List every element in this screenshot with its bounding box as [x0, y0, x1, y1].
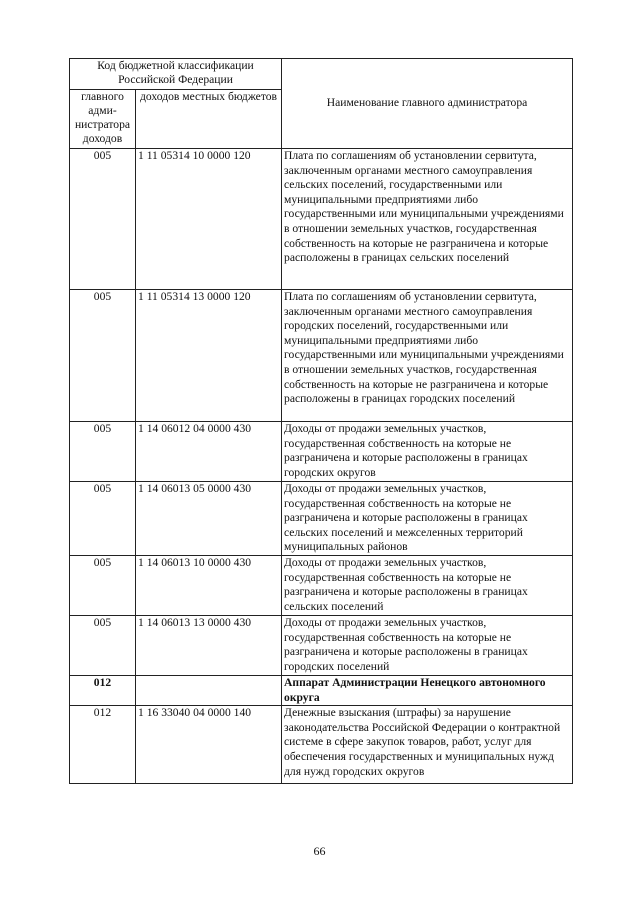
income-name-cell: Плата по соглашениям об установлении сервитута, заключенным органами местного самоуправления городских поселений, государственными или муниципальными предприятиями либо государственными или муниципальными учреждениями в отношении земельных участков, государственная собственность на которые не разграничена и которые расположены в границах городских поселений — [282, 290, 573, 422]
admin-code-cell: 005 — [70, 290, 136, 422]
kbk-code-cell — [136, 676, 282, 706]
budget-classification-table — [69, 58, 573, 784]
kbk-code-cell: 1 11 05314 10 0000 120 — [136, 149, 282, 290]
kbk-code-cell: 1 14 06012 04 0000 430 — [136, 422, 282, 482]
table-row — [70, 616, 573, 676]
admin-code-cell: 005 — [70, 556, 136, 616]
header-administrator-name: Наименование главного администратора — [282, 59, 573, 149]
admin-code-cell: 012 — [70, 706, 136, 784]
table-row — [70, 422, 573, 482]
admin-code-cell: 005 — [70, 482, 136, 556]
income-name-cell: Доходы от продажи земельных участков, государственная собственность на которые не разграничена и которые расположены в границах городских округов — [282, 422, 573, 482]
kbk-code-cell: 1 14 06013 05 0000 430 — [136, 482, 282, 556]
admin-code-cell: 005 — [70, 422, 136, 482]
table-row — [70, 706, 573, 784]
income-name-cell: Доходы от продажи земельных участков, государственная собственность на которые не разграничена и которые расположены в границах сельских поселений — [282, 556, 573, 616]
kbk-code-cell: 1 16 33040 04 0000 140 — [136, 706, 282, 784]
administrator-name-cell: Аппарат Администрации Ненецкого автономного округа — [282, 676, 573, 706]
header-main-administrator: главного адми-нистратора доходов — [70, 90, 136, 149]
admin-code-cell: 005 — [70, 616, 136, 676]
page-number: 66 — [313, 844, 326, 858]
admin-code-cell: 005 — [70, 149, 136, 290]
income-name-cell: Доходы от продажи земельных участков, государственная собственность на которые не разграничена и которые расположены в границах сельских поселений и межселенных территорий муниципальных районов — [282, 482, 573, 556]
kbk-code-cell: 1 14 06013 13 0000 430 — [136, 616, 282, 676]
table-row-section-header — [70, 676, 573, 706]
kbk-code-cell: 1 11 05314 13 0000 120 — [136, 290, 282, 422]
header-budget-classification-code: Код бюджетной классификации Российской Федерации — [70, 59, 282, 90]
header-local-budget-income: доходов местных бюджетов — [136, 90, 282, 149]
table-row — [70, 482, 573, 556]
table-row — [70, 149, 573, 290]
kbk-code-cell: 1 14 06013 10 0000 430 — [136, 556, 282, 616]
income-name-cell: Плата по соглашениям об установлении сервитута, заключенным органами местного самоуправления сельских поселений, государственными или муниципальными предприятиями либо государственными или муниципальными учреждениями в отношении земельных участков, государственная собственность на которые не разграничена и которые расположены в границах сельских поселений — [282, 149, 573, 290]
table-row — [70, 290, 573, 422]
income-name-cell: Доходы от продажи земельных участков, государственная собственность на которые не разграничена и которые расположены в границах городских поселений — [282, 616, 573, 676]
admin-code-cell: 012 — [70, 676, 136, 706]
table-row — [70, 556, 573, 616]
income-name-cell: Денежные взыскания (штрафы) за нарушение законодательства Российской Федерации о контрактной системе в сфере закупок товаров, работ, услуг для обеспечения государственных и муниципальных нужд для нужд городских округов — [282, 706, 573, 784]
